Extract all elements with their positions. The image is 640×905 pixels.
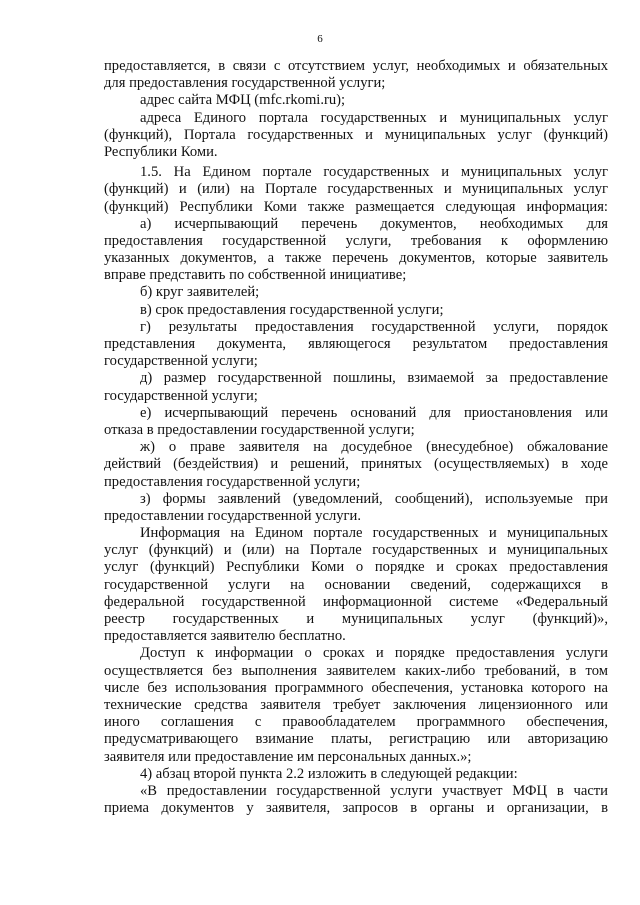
text-line: е) исчерпывающий перечень оснований для приостановления или: [140, 404, 608, 421]
text-line: д) размер государственной пошлины, взимаемой за предоставление: [140, 370, 608, 387]
text-line: (функций) и (или) на Портале государственных и муниципальных услуг: [104, 181, 608, 198]
text-line: предусматривающего взимание платы, регистрацию или авторизацию: [104, 731, 608, 748]
text-line: а) исчерпывающий перечень документов, необходимых для: [140, 215, 608, 232]
text-line: Информация на Едином портале государственных и муниципальных: [140, 525, 608, 542]
text-line: адрес сайта МФЦ (mfc.rkomi.ru);: [140, 92, 346, 109]
text-line: вправе представить по собственной инициативе;: [104, 267, 407, 284]
text-line: Доступ к информации о сроках и порядке предоставления услуги: [140, 645, 608, 662]
text-line: 4) абзац второй пункта 2.2 изложить в следующей редакции:: [140, 765, 518, 782]
text-line: указанных документов, а также перечень документов, которые заявитель: [104, 250, 608, 267]
text-line: представления документа, являющегося результатом предоставления: [104, 336, 608, 352]
text-line: действий (бездействия) и решений, принятых (осуществляемых) в ходе: [104, 456, 608, 473]
text-line: реестр государственных и муниципальных услуг (функций)»,: [104, 611, 608, 627]
text-line: осуществляется без выполнения заявителем каких-либо требований, в том: [104, 662, 608, 679]
text-line: заявителя или предоставление им персональных данных.»;: [104, 748, 472, 765]
text-line: предоставляется заявителю бесплатно.: [104, 628, 346, 645]
text-line: государственной услуги;: [104, 353, 258, 370]
text-line: отказа в предоставлении государственной услуги;: [104, 421, 415, 438]
text-line: предоставления государственной услуги;: [104, 473, 361, 490]
text-line: з) формы заявлений (уведомлений, сообщений), используемые при: [140, 490, 608, 507]
text-line: услуг (функций) и (или) на Портале государственных и муниципальных: [104, 542, 608, 559]
text-line: для предоставления государственной услуги;: [104, 75, 386, 92]
text-line: приема документов у заявителя, запросов в органы и организации, в: [104, 800, 608, 817]
text-line: (функций), Портала государственных и муниципальных услуг (функций): [104, 126, 608, 143]
text-line: числе без использования программного обеспечения, установка которого на: [104, 679, 608, 696]
text-line: государственной услуги на основании сведений, содержащихся в: [104, 576, 608, 593]
page-number: 6: [317, 33, 323, 45]
text-line: государственной услуги;: [104, 387, 258, 404]
text-line: предоставления государственной услуги, требования к оформлению: [104, 232, 608, 249]
text-line: федеральной государственной информационной системе «Федеральный: [104, 593, 608, 610]
text-line: ж) о праве заявителя на досудебное (внесудебное) обжалование: [140, 439, 608, 456]
text-line: иного соглашения с правообладателем программного обеспечения,: [104, 714, 608, 731]
text-line: адреса Единого портала государственных и муниципальных услуг: [140, 109, 608, 126]
text-line: технические средства заявителя требует заключения лицензионного или: [104, 696, 608, 713]
text-line: (функций) Республики Коми также размещается следующая информация:: [104, 198, 608, 215]
text-line: предоставляется, в связи с отсутствием услуг, необходимых и обязательных: [104, 58, 608, 74]
text-line: б) круг заявителей;: [140, 284, 260, 301]
text-line: «В предоставлении государственной услуги участвует МФЦ в части: [140, 782, 608, 799]
text-line: Республики Коми.: [104, 143, 218, 160]
text-line: г) результаты предоставления государственной услуги, порядок: [140, 318, 608, 335]
text-line: услуг (функций) Республики Коми о порядке и сроках предоставления: [104, 559, 608, 576]
text-line: 1.5. На Едином портале государственных и муниципальных услуг: [140, 164, 608, 181]
text-line: в) срок предоставления государственной услуги;: [140, 301, 444, 318]
body-text: [104, 58, 608, 817]
text-line: предоставлении государственной услуги.: [104, 507, 361, 524]
